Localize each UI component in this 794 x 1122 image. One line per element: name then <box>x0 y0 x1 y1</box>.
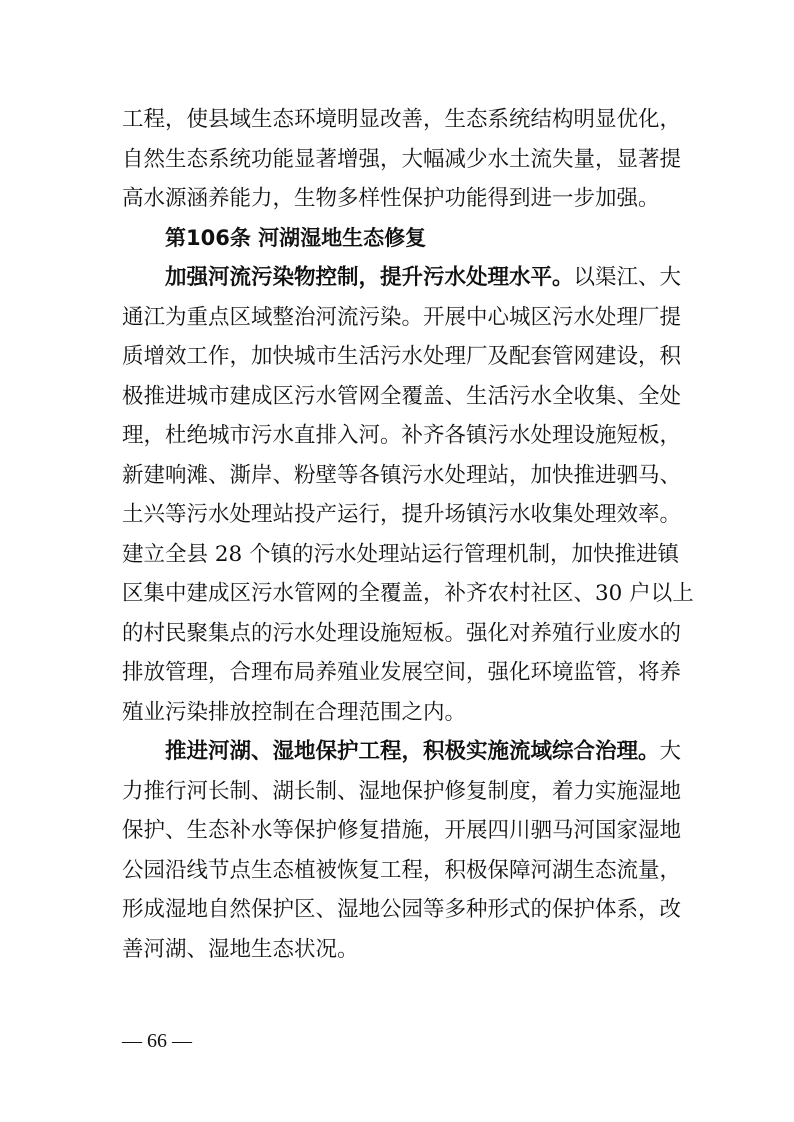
paragraph-lead: 加强河流污染物控制，提升污水处理水平。 <box>165 265 574 290</box>
text-line: 排放管理，合理布局养殖业发展空间，强化环境监管，将养 <box>122 660 682 685</box>
text-line: 通江为重点区域整治河流污染。开展中心城区污水处理厂提 <box>122 304 682 330</box>
text-line: 理，杜绝城市污水直排入河。补齐各镇污水处理设施短板， <box>122 423 682 448</box>
text-line: 自然生态系统功能显著增强，大幅减少水土流失量，显著提 <box>122 146 682 172</box>
text-span: 大 <box>659 739 682 764</box>
text-line: 善河湖、湿地生态状况。 <box>122 936 359 962</box>
text-line: 区集中建成区污水管网的全覆盖，补齐农村社区、30 户以上 <box>122 581 694 606</box>
text-line <box>122 732 682 772</box>
text-line: 高水源涵养能力，生物多样性保护功能得到进一步加强。 <box>122 186 660 211</box>
text-line: 殖业污染排放控制在合理范围之内。 <box>122 699 467 725</box>
text-line: 的村民聚集点的污水处理设施短板。强化对养殖行业废水的 <box>122 620 682 646</box>
text-line: 建立全县 28 个镇的污水处理站运行管理机制，加快推进镇 <box>122 541 680 567</box>
text-line: 极推进城市建成区污水管网全覆盖、生活污水全收集、全处 <box>122 383 682 409</box>
paragraph-lead: 推进河湖、湿地保护工程，积极实施流域综合治理。 <box>165 739 660 764</box>
text-line: 公园沿线节点生态植被恢复工程，积极保障河湖生态流量， <box>122 857 682 883</box>
paragraph-3 <box>122 732 682 969</box>
document-body <box>122 100 694 969</box>
text-line: 形成湿地自然保护区、湿地公园等多种形式的保护体系，改 <box>122 897 682 922</box>
text-span: 以渠江、大 <box>573 265 682 290</box>
paragraph-1 <box>122 100 682 219</box>
section-heading: 第106条 河湖湿地生态修复 <box>165 225 427 250</box>
text-line: 保护、生态补水等保护修复措施，开展四川驷马河国家湿地 <box>122 818 682 843</box>
page-number: — 66 — <box>122 1030 192 1052</box>
text-line <box>122 258 682 298</box>
text-line: 工程，使县域生态环境明显改善，生态系统结构明显优化， <box>122 107 682 132</box>
text-line: 质增效工作，加快城市生活污水处理厂及配套管网建设，积 <box>122 344 682 369</box>
text-line: 力推行河长制、湖长制、湿地保护修复制度，着力实施湿地 <box>122 778 682 804</box>
text-line: 土兴等污水处理站投产运行，提升场镇污水收集处理效率。 <box>122 502 682 527</box>
text-line: 新建响滩、澌岸、粉壁等各镇污水处理站，加快推进驷马、 <box>122 462 682 488</box>
paragraph-2 <box>122 258 694 732</box>
